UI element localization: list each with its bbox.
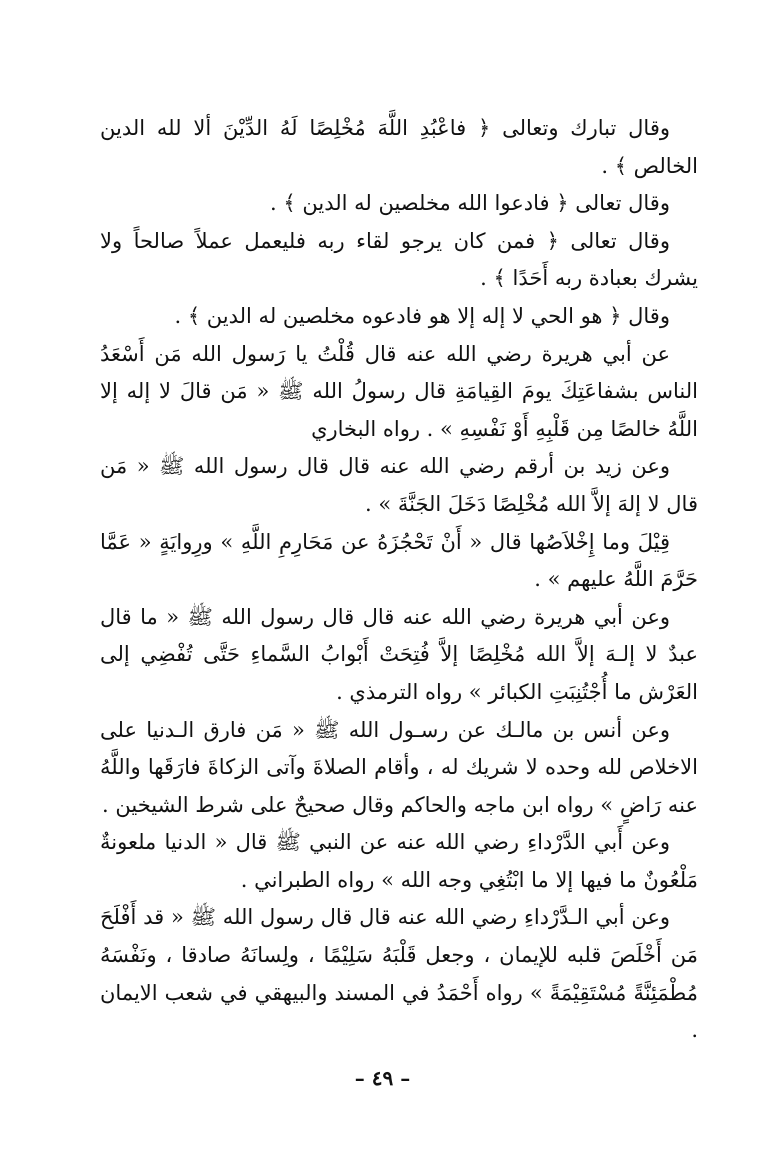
paragraph: وعن أبي هريرة رضي الله عنه قال قال رسول الله ﷺ « ما قال عبدٌ لا إلـهَ إلاَّ الله مُخْلِصًا إلاَّ فُتِحَتْ أَبْوابُ السَّماءِ حَتَّى تُفْضِي إلى العَرْش ما أُجْتُنِبَتِ الكبائر » رواه الترمذي . [100,604,698,704]
paragraph: عن أبي هريرة رضي الله عنه قال قُلْتُ يا رَسول الله مَن أَسْعَدُ الناس بشفاعَتِكَ يومَ القِيامَةِ قال رسولُ الله ﷺ « مَن قالَ لا إله إلا اللَّهُ خالصًا مِن قَلْبِهِ أَوْ نَفْسِهِ » . رواه البخاري [100,341,698,441]
paragraph: قِيْلَ وما إِخْلاَصُها قال « أَنْ تَحْجُزَهُ عن مَحَارِمِ اللَّهِ » ورِوايَةٍ « عَمَّا حَرَّمَ اللَّهُ عليهم » . [100,529,698,592]
paragraph: وعن أنس بن مالـك عن رسـول الله ﷺ « مَن فارق الـدنيا على الاخلاص لله وحده لا شريك له ، وأقام الصلاةَ وآتى الزكاةَ فارَقَها واللَّهُ عنه رَاضٍ » رواه ابن ماجه والحاكم وقال صحيحٌ على شرط الشيخين . [100,717,698,817]
paragraph: وقال تعالى ﴿ فادعوا الله مخلصين له الدين ﴾ . [270,191,670,216]
paragraph: وقال ﴿ هو الحي لا إله إلا هو فادعوه مخلصين له الدين ﴾ . [174,303,670,328]
paragraph: وقال تبارك وتعالى ﴿ فاعْبُدِ اللَّهَ مُخْلِصًا لَهُ الدِّيْنَ ألا لله الدين الخالص ﴾ . [100,116,698,178]
paragraph: وعن أَبي الدَّرْداءِ رضي الله عنه عن النبي ﷺ قال « الدنيا ملعونةٌ مَلْعُونٌ ما فيها إلا ما ابْتُغِي وجه الله » رواه الطبراني . [100,830,698,892]
paragraph: وعن زيد بن أرقم رضي الله عنه قال قال رسول الله ﷺ « مَن قال لا إلهَ إلاَّ الله مُخْلِصًا دَخَلَ الجَنَّةَ » . [100,454,698,516]
paragraph: وقال تعالى ﴿ فمن كان يرجو لقاء ربه فليعمل عملاً صالحاً ولا يشرك بعبادة ربه أَحَدًا ﴾ . [100,228,698,291]
paragraph: وعن أبي الـدَّرْداءِ رضي الله عنه قال قال رسول الله ﷺ « قد أَفْلَحَ مَن أَخْلَصَ قلبه للإيمان ، وجعل قَلْبَهُ سَلِيْمًا ، ولِسانَهُ صادقا ، ونَفْسَهُ مُطْمَئِنَّةً مُسْتَقِيْمَةً » رواه أَحْمَدُ في المسند والبيهقي في شعب الايمان . [100,905,698,1043]
page-number: – ٤٩ – [354,1066,411,1090]
body-text [100,110,698,1050]
